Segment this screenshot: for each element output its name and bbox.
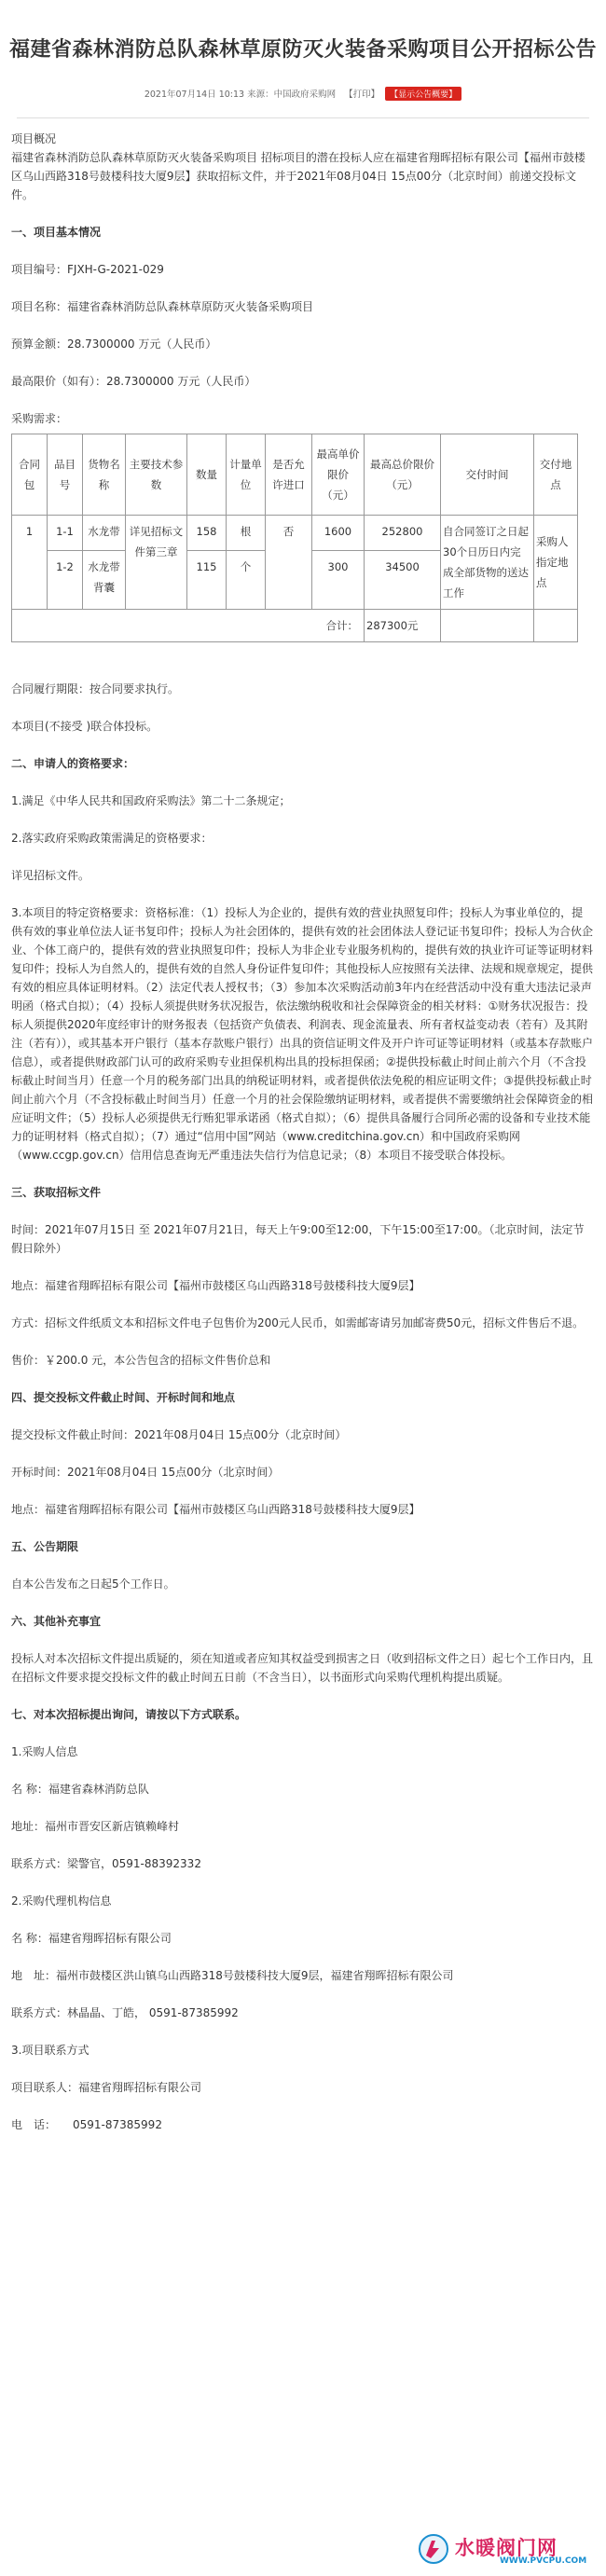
- unit-price-cell: 1600: [312, 516, 365, 551]
- empty-cell: [534, 610, 578, 642]
- buyer-address: 地址：福州市晋安区新店镇赖峰村: [11, 1820, 180, 1833]
- buyer-heading: 1.采购人信息: [11, 1745, 78, 1758]
- section7-heading: 七、对本次招标提出询问，请按以下方式联系。: [11, 1708, 247, 1721]
- qualification-3: 3.本项目的特定资格要求：资格标准：（1）投标人为企业的，提供有效的营业执照复印件；投标人为事业单位的，提供有效的事业单位法人证书复印件；投标人为社会团体的，提供有效的社会团体法人登记证书复印件；投标人为合伙企业、个体工商户的，提供有效的营业执照复印件；投标人为非企业专业服务机构的，提供有效的执业许可证等证明材料复印件；投标人为自然人的，提供有效的自然人身份证件复印件；其他投标人应按照有关法律、法规和规章规定，提供有效的相应具体证明材料。（2）法定代表人授权书；（3）参加本次采购活动前3年内在经营活动中没有重大违法记录声明函（格式自拟）；（4）投标人须提供财务状况报告，依法缴纳税收和社会保障资金的相关材料：①财务状况报告：投标人须提供2020年度经审计的财务报表（包括资产负债表、利润表、现金流量表、所有者权益变动表（若有）及其附注（若有）），或其基本开户银行（基本存款账户银行）出具的资信证明文件及开户许可证等证明材料（或基本存款账户信息），或者提供财政部门认可的政府采购专业担保机构出具的投标担保函；②提供投标截止时间止前六个月（不含投标截止时间当月）任意一个月的税务部门出具的纳税证明材料，或者提供依法免税的相应证明文件；③提供投标截止时间止前六个月（不含投标截止时间当月）任意一个月的社会保险缴纳证明材料，或者提供不需要缴纳社会保障资金的相应证明文件；（5）投标人必须提供无行贿犯罪承诺函（格式自拟）；（6）提供具备履行合同所必需的设备和专业技术能力的证明材料（格式自拟）；（7）通过“信用中国”网站（www.creditchina.gov.cn）和中国政府采购网（www.ccgp.gov.cn）信用信息查询无严重违法失信行为信息记录；（8）本项目不接受联合体投标。: [11, 906, 594, 1162]
- qualification-2: 2.落实政府采购政策需满足的资格要求：: [11, 832, 213, 845]
- max-price: 最高限价（如有）：28.7300000 万元（人民币）: [11, 375, 256, 388]
- total-label: 合计：: [12, 610, 365, 642]
- unit-cell: 个: [227, 551, 266, 610]
- qty-cell: 158: [187, 516, 227, 551]
- header-cell: 交付时间: [441, 434, 534, 516]
- table-total-row: [12, 610, 578, 642]
- table-row: [12, 516, 578, 551]
- opening-time: 开标时间：2021年08月04日 15点00分（北京时间）: [11, 1466, 280, 1479]
- header-cell: 最高总价限价（元）: [365, 434, 441, 516]
- empty-cell: [441, 610, 534, 642]
- section4-heading: 四、提交投标文件截止时间、开标时间和地点: [11, 1391, 236, 1404]
- header-cell: 计量单位: [227, 434, 266, 516]
- procurement-table: [11, 434, 578, 642]
- submission-deadline: 提交投标文件截止时间：2021年08月04日 15点00分（北京时间）: [11, 1428, 347, 1441]
- header-cell: 最高单价限价（元）: [312, 434, 365, 516]
- delivery-time-cell: 自合同签订之日起30个日历日内完成全部货物的送达工作: [441, 516, 534, 610]
- header-cell: 品目号: [48, 434, 83, 516]
- project-contact-heading: 3.项目联系方式: [11, 2044, 90, 2057]
- project-name: 项目名称：福建省森林消防总队森林草原防灭火装备采购项目: [11, 300, 314, 313]
- section2-heading: 二、申请人的资格要求：: [11, 757, 135, 770]
- show-summary-button[interactable]: 【显示公告概要】: [385, 87, 461, 101]
- unit-price-cell: 300: [312, 551, 365, 610]
- table-header-row: [12, 434, 578, 516]
- header-cell: 交付地点: [534, 434, 578, 516]
- section5-heading: 五、公告期限: [11, 1540, 79, 1553]
- section6-heading: 六、其他补充事宜: [11, 1615, 102, 1628]
- name-cell: 水龙带背囊: [83, 551, 126, 610]
- consortium-note: 本项目(不接受 )联合体投标。: [11, 720, 158, 733]
- header-cell: 是否允许进口: [266, 434, 312, 516]
- budget-amount: 预算金额：28.7300000 万元（人民币）: [11, 337, 217, 351]
- agency-address: 地 址：福州市鼓楼区洪山镇乌山西路318号鼓楼科技大厦9层，福建省翔晖招标有限公司: [11, 1969, 454, 1982]
- total-price-cell: 34500: [365, 551, 441, 610]
- header-cell: 数量: [187, 434, 227, 516]
- project-number: 项目编号：FJXH-G-2021-029: [11, 263, 164, 276]
- total-value: 287300元: [365, 610, 441, 642]
- obtain-method: 方式：招标文件纸质文本和招标文件电子包售价为200元人民币，如需邮寄请另加邮寄费50元，招标文件售后不退。: [11, 1316, 585, 1329]
- agency-contact: 联系方式：林晶晶、丁皓， 0591-87385992: [11, 2006, 239, 2019]
- total-price-cell: 252800: [365, 516, 441, 551]
- qty-cell: 115: [187, 551, 227, 610]
- overview-text: 福建省森林消防总队森林草原防灭火装备采购项目 招标项目的潜在投标人应在福建省翔晖招标有限公司【福州市鼓楼区乌山西路318号鼓楼科技大厦9层】获取招标文件，并于2021年08月04日 15点00分（北京时间）前递交投标文件。: [11, 151, 585, 201]
- publish-info: 2021年07月14日 10:13 来源：中国政府采购网: [144, 90, 339, 100]
- watermark-site-url: WWW.PVCPU.COM: [500, 2556, 587, 2566]
- supplementary-text: 投标人对本次招标文件提出质疑的，须在知道或者应知其权益受到损害之日（收到招标文件之日）起七个工作日内，且在招标文件要求提交投标文件的截止时间五日前（不含当日），以书面形式向采购代理机构提出质疑。: [11, 1652, 594, 1684]
- package-cell: 1: [12, 516, 48, 610]
- obtain-place: 地点：福建省翔晖招标有限公司【福州市鼓楼区乌山西路318号鼓楼科技大厦9层】: [11, 1279, 420, 1292]
- import-cell: 否: [266, 516, 312, 610]
- spec-cell: 详见招标文件第三章: [126, 516, 187, 610]
- opening-place: 地点：福建省翔晖招标有限公司【福州市鼓楼区乌山西路318号鼓楼科技大厦9层】: [11, 1503, 420, 1516]
- obtain-time: 时间：2021年07月15日 至 2021年07月21日，每天上午9:00至12:00，下午15:00至17:00。（北京时间，法定节假日除外）: [11, 1223, 585, 1255]
- section3-heading: 三、获取招标文件: [11, 1186, 102, 1199]
- site-watermark: [418, 2531, 595, 2569]
- agency-heading: 2.采购代理机构信息: [11, 1894, 112, 1908]
- contract-period: 合同履行期限：按合同要求执行。: [11, 682, 180, 696]
- project-contact-phone: 电 话： 0591-87385992: [11, 2118, 162, 2131]
- overview-heading: 项目概况: [11, 132, 57, 145]
- notice-period: 自本公告发布之日起5个工作日。: [11, 1577, 175, 1591]
- print-link[interactable]: 【打印】: [344, 90, 380, 100]
- buyer-name: 名 称：福建省森林消防总队: [11, 1783, 149, 1796]
- section1-heading: 一、项目基本情况: [11, 226, 102, 239]
- meta-line: [0, 87, 606, 101]
- document-price: 售价：￥200.0 元，本公告包含的招标文件售价总和: [11, 1354, 271, 1367]
- item-cell: 1-1: [48, 516, 83, 551]
- delivery-place-cell: 采购人指定地点: [534, 516, 578, 610]
- buyer-contact: 联系方式：梁警官，0591-88392332: [11, 1857, 201, 1870]
- project-contact-name: 项目联系人：福建省翔晖招标有限公司: [11, 2081, 202, 2094]
- qualification-1: 1.满足《中华人民共和国政府采购法》第二十二条规定；: [11, 794, 291, 807]
- header-cell: 主要技术参数: [126, 434, 187, 516]
- item-cell: 1-2: [48, 551, 83, 610]
- name-cell: 水龙带: [83, 516, 126, 551]
- requirement-label: 采购需求：: [11, 412, 68, 425]
- qualification-2-detail: 详见招标文件。: [11, 869, 90, 882]
- header-cell: 合同包: [12, 434, 48, 516]
- agency-name: 名 称：福建省翔晖招标有限公司: [11, 1932, 172, 1945]
- unit-cell: 根: [227, 516, 266, 551]
- announcement-body: [0, 118, 606, 2134]
- site-logo-icon: [418, 2533, 449, 2565]
- header-cell: 货物名称: [83, 434, 126, 516]
- watermark-site-name: 水暖阀门网: [455, 2537, 558, 2559]
- page-title: 福建省森林消防总队森林草原防灭火装备采购项目公开招标公告: [8, 38, 597, 62]
